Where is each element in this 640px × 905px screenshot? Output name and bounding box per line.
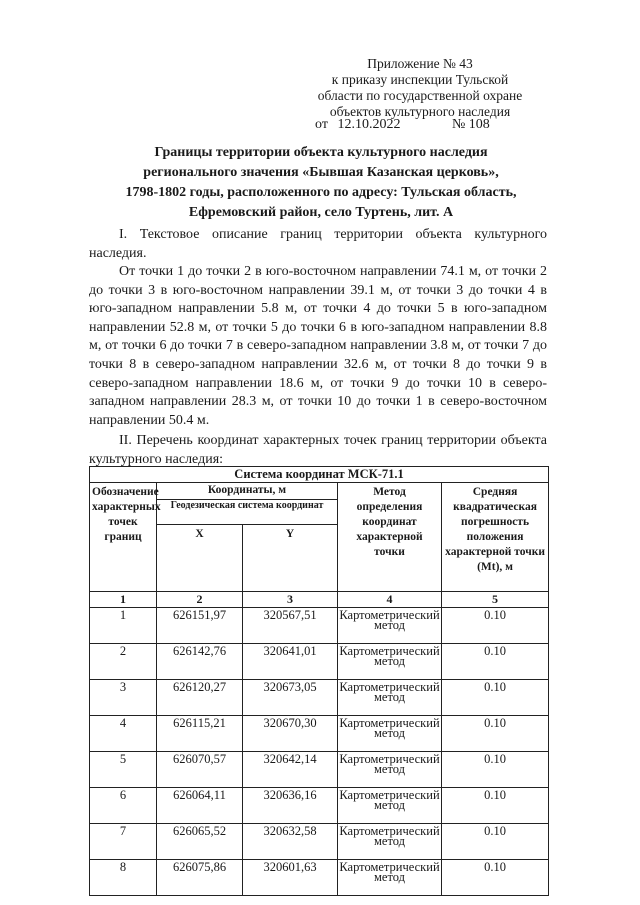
order-number: № 108 [451,117,490,132]
cell-y: 320601,63 [243,860,338,896]
cell-x: 626070,57 [157,752,243,788]
cell-error: 0.10 [442,752,549,788]
cell-x: 626065,52 [157,824,243,860]
table-row [90,644,549,680]
cell-point: 3 [90,680,157,716]
cell-y: 320636,16 [243,788,338,824]
coordinates-table [89,466,549,896]
table-row [90,680,549,716]
cell-point: 8 [90,860,157,896]
cell-y: 320642,14 [243,752,338,788]
appendix-line: области по государственной охране [317,88,523,103]
title-line: Ефремовский район, село Туртень, лит. А [188,205,454,220]
cell-point: 6 [90,788,157,824]
header-coords: Координаты, м [157,483,338,500]
title-line: Границы территории объекта культурного наследия [154,145,488,160]
cell-method: Картометрический метод [338,752,442,788]
appendix-line: объектов культурного наследия [329,104,511,119]
table-column-numbers [90,592,549,608]
cell-method: Картометрический метод [338,716,442,752]
cell-error: 0.10 [442,716,549,752]
title-line: регионального значения «Бывшая Казанская церковь», [143,165,499,180]
title-line: 1798-1802 годы, расположенного по адресу: Тульская область, [125,185,517,200]
cell-method: Картометрический метод [338,788,442,824]
cell-x: 626151,97 [157,608,243,644]
appendix-line: к приказу инспекции Тульской [331,72,509,87]
table-row [90,788,549,824]
table-row [90,752,549,788]
cell-point: 5 [90,752,157,788]
header-y: Y [243,525,338,592]
cell-y: 320670,30 [243,716,338,752]
cell-point: 2 [90,644,157,680]
cell-error: 0.10 [442,644,549,680]
table-header-row [90,483,549,500]
column-number: 3 [243,592,338,608]
column-number: 2 [157,592,243,608]
header-point: Обозначение характерных точек границ [90,483,157,592]
cell-y: 320632,58 [243,824,338,860]
table-row [90,608,549,644]
cell-y: 320673,05 [243,680,338,716]
appendix-line: Приложение № 43 [367,56,473,71]
table-system-row [90,467,549,483]
cell-method: Картометрический метод [338,608,442,644]
cell-error: 0.10 [442,860,549,896]
section1-heading: I. Текстовое описание границ территории объекта культурного наследия. [89,227,547,261]
cell-y: 320567,51 [243,608,338,644]
cell-x: 626115,21 [157,716,243,752]
table-row [90,860,549,896]
cell-error: 0.10 [442,608,549,644]
cell-x: 626120,27 [157,680,243,716]
cell-y: 320641,01 [243,644,338,680]
header-geodetic: Геодезическая система координат [157,500,338,525]
cell-x: 626075,86 [157,860,243,896]
cell-point: 7 [90,824,157,860]
document-title [88,143,554,223]
cell-method: Картометрический метод [338,644,442,680]
order-prefix: от [315,117,328,132]
section1-description: От точки 1 до точки 2 в юго-восточном направлении 74.1 м, от точки 2 до точки 3 в юго-восточном направлении 39.1 м, от точки 3 до точки 4 в юго-западном направлении 5.8 м, от точки 4 до точки 5 в юго-западном направлении 52.8 м, от точки 5 до точки 6 в юго-западном направлении 8.8 м, от точки 6 до точки 7 в северо-западном направлении 3.8 м, от точки 7 до точки 8 в северо-западном направлении 32.6 м, от точки 8 до точки 9 в северо-западном направлении 18.6 м, от точки 9 до точки 10 в северо-западном направлении 28.3 м, от точки 10 до точки 1 в северо-восточном направлении 50.4 м. [89,264,547,428]
order-date: 12.10.2022 [337,117,401,132]
coordinate-system-label: Система координат МСК-71.1 [90,467,549,483]
column-number: 5 [442,592,549,608]
table-row [90,824,549,860]
section2-heading: II. Перечень координат характерных точек границ территории объекта культурного наследия: [89,433,547,467]
cell-method: Картометрический метод [338,680,442,716]
cell-x: 626142,76 [157,644,243,680]
cell-point: 1 [90,608,157,644]
cell-method: Картометрический метод [338,860,442,896]
cell-error: 0.10 [442,824,549,860]
header-error: Средняя квадратическая погрешность положения характерной точки (Mt), м [442,483,549,592]
cell-point: 4 [90,716,157,752]
cell-error: 0.10 [442,788,549,824]
column-number: 4 [338,592,442,608]
cell-error: 0.10 [442,680,549,716]
order-reference [315,117,490,133]
header-x: X [157,525,243,592]
cell-x: 626064,11 [157,788,243,824]
table-row [90,716,549,752]
cell-method: Картометрический метод [338,824,442,860]
column-number: 1 [90,592,157,608]
appendix-block [300,56,540,120]
header-method: Метод определения координат характерной точки [338,483,442,592]
